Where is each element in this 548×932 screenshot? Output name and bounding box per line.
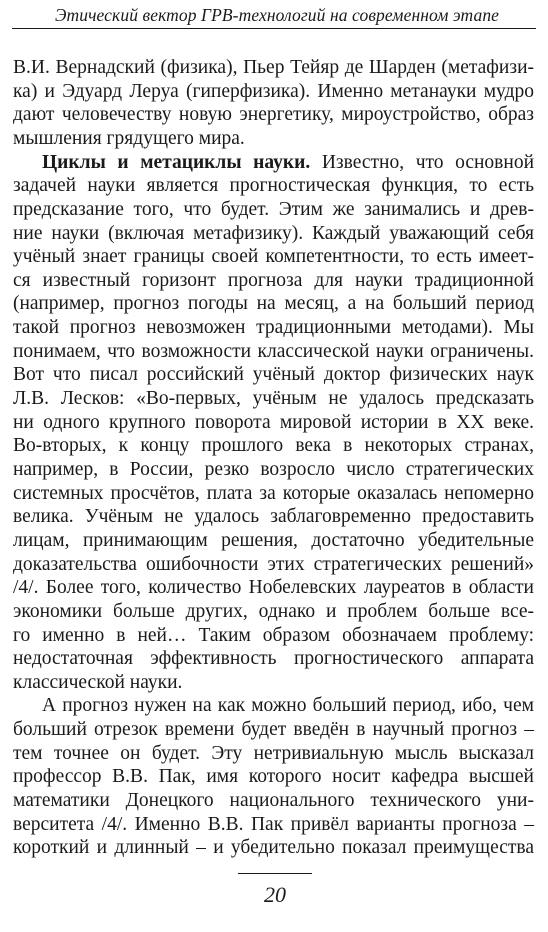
- text-line: го именно в ней… Таким образом обозначаем проблему:: [13, 624, 534, 646]
- text-line: задачей науки является прогностическая функция, то есть: [13, 175, 534, 197]
- text-line: такой прогноз невозможен традиционными методами). Мы: [13, 317, 534, 339]
- text-line: доказательства ошибочности этих стратегических решений»: [13, 553, 534, 575]
- text-line: велика. Учёным не удалось заблаговременно предоставить: [13, 506, 534, 528]
- running-header: [0, 0, 548, 36]
- text-line: Во-вторых, к концу прошлого века в некоторых странах,: [13, 435, 534, 457]
- text-line: дают человечеству новую энергетику, мироустройство, образ: [13, 104, 534, 126]
- text-line: понимаем, что возможности классической науки ограничены.: [13, 340, 534, 362]
- text-line: например, в России, резко возросло число стратегических: [13, 459, 534, 480]
- text-line: учёный знает границы своей компетентности, то есть имеет-: [13, 246, 534, 268]
- text-run: Известно, что основной: [310, 151, 534, 173]
- text-line: лицам, принимающим решения, достаточно убедительные: [13, 529, 534, 551]
- text-line: (например, прогноз погоды на месяц, а на больший период: [13, 293, 534, 315]
- footer-rule: [238, 873, 312, 874]
- text-line: В.И. Вернадский (физика), Пьер Тейяр де Шарден (метафизи-: [13, 57, 534, 78]
- text-line: Л.В. Лесков: «Во-первых, учёным не удалось предсказать: [13, 388, 534, 410]
- text-line: ни одного крупного поворота мировой истории в XX веке.: [13, 411, 534, 433]
- text-line: ся известный горизонт прогноза для науки традиционной: [13, 269, 534, 291]
- text-line: мышления грядущего мира.: [13, 127, 245, 149]
- text-line: /4/. Более того, количество Нобелевских лауреатов в области: [13, 577, 534, 599]
- text-line: ка) и Эдуард Леруа (гиперфизика). Именно метанауки мудро: [13, 80, 534, 102]
- text-line: верситета /4/. Именно В.В. Пак привёл варианты прогноза –: [13, 813, 534, 835]
- text-line: больший отрезок времени будет введён в научный прогноз –: [13, 719, 534, 741]
- text-line: тем точнее он будет. Эту нетривиальную мысль высказал: [13, 742, 534, 764]
- text-line: недостаточная эффективность прогностического аппарата: [13, 648, 534, 670]
- header-rule: [12, 28, 536, 29]
- running-title: Этический вектор ГРВ-технологий на современном этапе: [54, 5, 500, 25]
- section-heading: Циклы и метациклы науки.: [42, 151, 311, 173]
- text-line: профессор В.В. Пак, имя которого носит кафедра высшей: [13, 766, 534, 788]
- text-line: короткий и длинный – и убедительно показал преимущества: [13, 837, 534, 859]
- page-number: 20: [264, 882, 286, 907]
- text-line: классической науки.: [13, 671, 183, 693]
- text-line: Вот что писал российский учёный доктор физических наук: [13, 364, 534, 386]
- paragraph-first-line: А прогноз нужен на как можно больший период, ибо, чем: [42, 695, 534, 717]
- text-line: ние науки (включая метафизику). Каждый уважающий себя: [13, 222, 534, 244]
- text-line: предсказание того, что будет. Этим же занимались и древ-: [13, 198, 534, 220]
- text-line: системных просчётов, плата за которые оказалась непомерно: [13, 482, 534, 504]
- text-line: математики Донецкого национального технического уни-: [13, 790, 534, 812]
- text-line: экономики больше других, однако и проблем больше все-: [13, 600, 534, 622]
